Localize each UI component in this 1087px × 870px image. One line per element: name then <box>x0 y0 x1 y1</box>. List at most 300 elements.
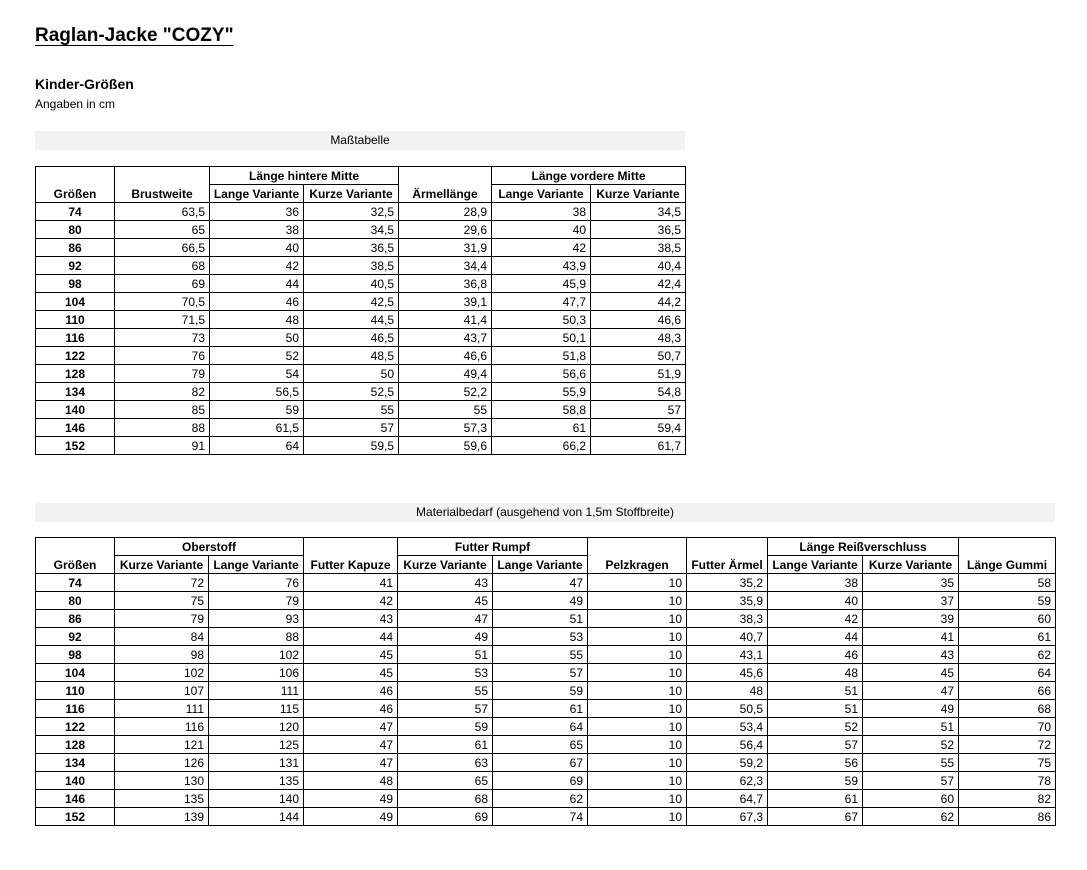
value-cell: 45 <box>304 646 398 664</box>
value-cell: 10 <box>588 700 687 718</box>
value-cell: 37 <box>863 592 959 610</box>
col-header-groessen: Größen <box>36 538 115 574</box>
value-cell: 65 <box>398 772 493 790</box>
value-cell: 56,5 <box>210 383 304 401</box>
size-cell: 134 <box>36 754 115 772</box>
value-cell: 102 <box>209 646 304 664</box>
page-title: Raglan-Jacke "COZY" <box>35 25 234 46</box>
value-cell: 36,5 <box>591 221 686 239</box>
value-cell: 36 <box>210 203 304 221</box>
value-cell: 29,6 <box>399 221 492 239</box>
value-cell: 64 <box>493 718 588 736</box>
value-cell: 88 <box>115 419 210 437</box>
table-row <box>36 772 1056 790</box>
value-cell: 35,9 <box>687 592 768 610</box>
value-cell: 102 <box>115 664 209 682</box>
value-cell: 48 <box>210 311 304 329</box>
value-cell: 10 <box>588 754 687 772</box>
value-cell: 61 <box>492 419 591 437</box>
value-cell: 40 <box>492 221 591 239</box>
value-cell: 70 <box>959 718 1056 736</box>
value-cell: 58,8 <box>492 401 591 419</box>
size-cell: 104 <box>36 293 115 311</box>
value-cell: 57 <box>398 700 493 718</box>
value-cell: 106 <box>209 664 304 682</box>
value-cell: 48,5 <box>304 347 399 365</box>
value-cell: 130 <box>115 772 209 790</box>
header-row-groups <box>36 538 1056 556</box>
value-cell: 76 <box>115 347 210 365</box>
col-header-aermellaenge: Ärmellänge <box>399 167 492 203</box>
value-cell: 38 <box>492 203 591 221</box>
group-header-oberstoff: Oberstoff <box>115 538 304 556</box>
value-cell: 52 <box>768 718 863 736</box>
value-cell: 51,9 <box>591 365 686 383</box>
table-row <box>36 239 686 257</box>
measurement-table <box>35 166 686 455</box>
value-cell: 51 <box>493 610 588 628</box>
table-row <box>36 311 686 329</box>
value-cell: 44 <box>210 275 304 293</box>
value-cell: 59 <box>398 718 493 736</box>
value-cell: 64 <box>959 664 1056 682</box>
value-cell: 51 <box>768 682 863 700</box>
value-cell: 51 <box>768 700 863 718</box>
size-cell: 140 <box>36 772 115 790</box>
value-cell: 38 <box>768 574 863 592</box>
value-cell: 57 <box>591 401 686 419</box>
value-cell: 51 <box>863 718 959 736</box>
value-cell: 49 <box>304 808 398 826</box>
value-cell: 64 <box>210 437 304 455</box>
value-cell: 86 <box>959 808 1056 826</box>
size-cell: 128 <box>36 736 115 754</box>
size-cell: 104 <box>36 664 115 682</box>
value-cell: 46 <box>304 682 398 700</box>
value-cell: 47 <box>304 736 398 754</box>
value-cell: 57,3 <box>399 419 492 437</box>
value-cell: 62 <box>863 808 959 826</box>
value-cell: 75 <box>115 592 209 610</box>
table-row <box>36 790 1056 808</box>
value-cell: 59,5 <box>304 437 399 455</box>
col-header-lange-variante: Lange Variante <box>492 185 591 203</box>
value-cell: 55 <box>399 401 492 419</box>
materials-table <box>35 537 1056 826</box>
value-cell: 35 <box>863 574 959 592</box>
value-cell: 63 <box>398 754 493 772</box>
value-cell: 38 <box>210 221 304 239</box>
value-cell: 43,1 <box>687 646 768 664</box>
col-header-groessen: Größen <box>36 167 115 203</box>
value-cell: 72 <box>115 574 209 592</box>
table-row <box>36 275 686 293</box>
table-row <box>36 203 686 221</box>
table-row <box>36 329 686 347</box>
value-cell: 52,2 <box>399 383 492 401</box>
value-cell: 68 <box>398 790 493 808</box>
value-cell: 56 <box>768 754 863 772</box>
value-cell: 111 <box>115 700 209 718</box>
size-cell: 128 <box>36 365 115 383</box>
value-cell: 48 <box>687 682 768 700</box>
value-cell: 69 <box>398 808 493 826</box>
measurement-section-banner: Maßtabelle <box>35 131 685 150</box>
group-header-laenge-vordere-mitte: Länge vordere Mitte <box>492 167 686 185</box>
table-row <box>36 419 686 437</box>
value-cell: 57 <box>768 736 863 754</box>
table-row <box>36 610 1056 628</box>
value-cell: 59,2 <box>687 754 768 772</box>
value-cell: 42,5 <box>304 293 399 311</box>
table-row <box>36 700 1056 718</box>
unit-note: Angaben in cm <box>35 97 116 111</box>
value-cell: 10 <box>588 610 687 628</box>
value-cell: 140 <box>209 790 304 808</box>
value-cell: 44,2 <box>591 293 686 311</box>
value-cell: 60 <box>959 610 1056 628</box>
value-cell: 62,3 <box>687 772 768 790</box>
value-cell: 46,6 <box>591 311 686 329</box>
value-cell: 55,9 <box>492 383 591 401</box>
table-row <box>36 718 1056 736</box>
value-cell: 40,4 <box>591 257 686 275</box>
col-header-pelzkragen: Pelzkragen <box>588 538 687 574</box>
value-cell: 10 <box>588 790 687 808</box>
size-cell: 98 <box>36 646 115 664</box>
value-cell: 67,3 <box>687 808 768 826</box>
value-cell: 79 <box>209 592 304 610</box>
table-row <box>36 628 1056 646</box>
value-cell: 59,6 <box>399 437 492 455</box>
value-cell: 70,5 <box>115 293 210 311</box>
size-cell: 92 <box>36 628 115 646</box>
value-cell: 144 <box>209 808 304 826</box>
value-cell: 10 <box>588 574 687 592</box>
group-header-laenge-hintere-mitte: Länge hintere Mitte <box>210 167 399 185</box>
value-cell: 10 <box>588 628 687 646</box>
value-cell: 38,3 <box>687 610 768 628</box>
group-header-laenge-reissverschluss: Länge Reißverschluss <box>768 538 959 556</box>
table-row <box>36 437 686 455</box>
value-cell: 84 <box>115 628 209 646</box>
value-cell: 35,2 <box>687 574 768 592</box>
size-cell: 146 <box>36 790 115 808</box>
value-cell: 61 <box>768 790 863 808</box>
value-cell: 74 <box>493 808 588 826</box>
value-cell: 60 <box>863 790 959 808</box>
value-cell: 38,5 <box>591 239 686 257</box>
value-cell: 50,5 <box>687 700 768 718</box>
value-cell: 121 <box>115 736 209 754</box>
value-cell: 61,5 <box>210 419 304 437</box>
value-cell: 54 <box>210 365 304 383</box>
size-cell: 122 <box>36 347 115 365</box>
value-cell: 58 <box>959 574 1056 592</box>
value-cell: 43,9 <box>492 257 591 275</box>
value-cell: 51 <box>398 646 493 664</box>
value-cell: 10 <box>588 736 687 754</box>
col-header-kurze-variante: Kurze Variante <box>863 556 959 574</box>
value-cell: 42,4 <box>591 275 686 293</box>
table-row <box>36 365 686 383</box>
table-row <box>36 383 686 401</box>
table-row <box>36 646 1056 664</box>
value-cell: 52 <box>863 736 959 754</box>
value-cell: 50 <box>304 365 399 383</box>
value-cell: 48,3 <box>591 329 686 347</box>
table-row <box>36 682 1056 700</box>
value-cell: 47 <box>304 754 398 772</box>
value-cell: 45 <box>863 664 959 682</box>
value-cell: 56,4 <box>687 736 768 754</box>
table-row <box>36 293 686 311</box>
value-cell: 79 <box>115 610 209 628</box>
value-cell: 50,7 <box>591 347 686 365</box>
value-cell: 53 <box>398 664 493 682</box>
value-cell: 75 <box>959 754 1056 772</box>
value-cell: 85 <box>115 401 210 419</box>
value-cell: 41 <box>304 574 398 592</box>
value-cell: 115 <box>209 700 304 718</box>
value-cell: 47 <box>493 574 588 592</box>
value-cell: 53 <box>493 628 588 646</box>
value-cell: 98 <box>115 646 209 664</box>
value-cell: 72 <box>959 736 1056 754</box>
value-cell: 67 <box>493 754 588 772</box>
size-cell: 80 <box>36 221 115 239</box>
value-cell: 42 <box>768 610 863 628</box>
col-header-lange-variante: Lange Variante <box>209 556 304 574</box>
col-header-futter-kapuze: Futter Kapuze <box>304 538 398 574</box>
value-cell: 131 <box>209 754 304 772</box>
value-cell: 48 <box>768 664 863 682</box>
col-header-kurze-variante: Kurze Variante <box>304 185 399 203</box>
value-cell: 49,4 <box>399 365 492 383</box>
value-cell: 41,4 <box>399 311 492 329</box>
value-cell: 47 <box>398 610 493 628</box>
value-cell: 55 <box>863 754 959 772</box>
header-row-variants <box>36 556 1056 574</box>
value-cell: 59,4 <box>591 419 686 437</box>
value-cell: 91 <box>115 437 210 455</box>
value-cell: 82 <box>115 383 210 401</box>
value-cell: 40 <box>210 239 304 257</box>
value-cell: 78 <box>959 772 1056 790</box>
table-row <box>36 808 1056 826</box>
value-cell: 50,1 <box>492 329 591 347</box>
value-cell: 59 <box>768 772 863 790</box>
value-cell: 34,5 <box>304 221 399 239</box>
value-cell: 45,9 <box>492 275 591 293</box>
value-cell: 45 <box>304 664 398 682</box>
value-cell: 47 <box>863 682 959 700</box>
value-cell: 69 <box>115 275 210 293</box>
value-cell: 49 <box>493 592 588 610</box>
col-header-kurze-variante: Kurze Variante <box>115 556 209 574</box>
size-cell: 134 <box>36 383 115 401</box>
value-cell: 61 <box>959 628 1056 646</box>
value-cell: 57 <box>863 772 959 790</box>
value-cell: 55 <box>398 682 493 700</box>
value-cell: 82 <box>959 790 1056 808</box>
value-cell: 36,5 <box>304 239 399 257</box>
value-cell: 64,7 <box>687 790 768 808</box>
value-cell: 40,5 <box>304 275 399 293</box>
size-cell: 80 <box>36 592 115 610</box>
value-cell: 44 <box>768 628 863 646</box>
value-cell: 10 <box>588 772 687 790</box>
value-cell: 65 <box>115 221 210 239</box>
value-cell: 61 <box>398 736 493 754</box>
value-cell: 49 <box>863 700 959 718</box>
value-cell: 10 <box>588 682 687 700</box>
size-cell: 116 <box>36 329 115 347</box>
value-cell: 68 <box>115 257 210 275</box>
value-cell: 43,7 <box>399 329 492 347</box>
value-cell: 56,6 <box>492 365 591 383</box>
value-cell: 46 <box>210 293 304 311</box>
value-cell: 57 <box>304 419 399 437</box>
value-cell: 44 <box>304 628 398 646</box>
value-cell: 42 <box>210 257 304 275</box>
value-cell: 55 <box>304 401 399 419</box>
value-cell: 79 <box>115 365 210 383</box>
size-cell: 152 <box>36 808 115 826</box>
value-cell: 42 <box>492 239 591 257</box>
group-header-futter-rumpf: Futter Rumpf <box>398 538 588 556</box>
value-cell: 54,8 <box>591 383 686 401</box>
value-cell: 28,9 <box>399 203 492 221</box>
size-cell: 140 <box>36 401 115 419</box>
value-cell: 71,5 <box>115 311 210 329</box>
col-header-lange-variante: Lange Variante <box>768 556 863 574</box>
value-cell: 43 <box>398 574 493 592</box>
value-cell: 126 <box>115 754 209 772</box>
value-cell: 43 <box>304 610 398 628</box>
value-cell: 47 <box>304 718 398 736</box>
value-cell: 63,5 <box>115 203 210 221</box>
value-cell: 31,9 <box>399 239 492 257</box>
value-cell: 61 <box>493 700 588 718</box>
value-cell: 61,7 <box>591 437 686 455</box>
value-cell: 42 <box>304 592 398 610</box>
value-cell: 41 <box>863 628 959 646</box>
table-row <box>36 736 1056 754</box>
col-header-laenge-gummi: Länge Gummi <box>959 538 1056 574</box>
value-cell: 39,1 <box>399 293 492 311</box>
value-cell: 46,6 <box>399 347 492 365</box>
col-header-kurze-variante: Kurze Variante <box>398 556 493 574</box>
value-cell: 55 <box>493 646 588 664</box>
size-cell: 86 <box>36 610 115 628</box>
col-header-kurze-variante: Kurze Variante <box>591 185 686 203</box>
value-cell: 34,5 <box>591 203 686 221</box>
value-cell: 43 <box>863 646 959 664</box>
size-cell: 74 <box>36 574 115 592</box>
value-cell: 139 <box>115 808 209 826</box>
value-cell: 45 <box>398 592 493 610</box>
value-cell: 88 <box>209 628 304 646</box>
value-cell: 67 <box>768 808 863 826</box>
value-cell: 46 <box>304 700 398 718</box>
value-cell: 39 <box>863 610 959 628</box>
value-cell: 76 <box>209 574 304 592</box>
value-cell: 66,5 <box>115 239 210 257</box>
value-cell: 36,8 <box>399 275 492 293</box>
value-cell: 57 <box>493 664 588 682</box>
value-cell: 59 <box>493 682 588 700</box>
size-cell: 74 <box>36 203 115 221</box>
value-cell: 66,2 <box>492 437 591 455</box>
value-cell: 49 <box>304 790 398 808</box>
value-cell: 10 <box>588 808 687 826</box>
value-cell: 62 <box>493 790 588 808</box>
value-cell: 65 <box>493 736 588 754</box>
size-group-heading: Kinder-Größen <box>35 76 134 92</box>
size-cell: 110 <box>36 311 115 329</box>
col-header-lange-variante: Lange Variante <box>210 185 304 203</box>
col-header-lange-variante: Lange Variante <box>493 556 588 574</box>
value-cell: 34,4 <box>399 257 492 275</box>
value-cell: 59 <box>959 592 1056 610</box>
table-row <box>36 257 686 275</box>
value-cell: 135 <box>209 772 304 790</box>
value-cell: 46 <box>768 646 863 664</box>
table-row <box>36 401 686 419</box>
value-cell: 40,7 <box>687 628 768 646</box>
table-row <box>36 754 1056 772</box>
value-cell: 68 <box>959 700 1056 718</box>
value-cell: 10 <box>588 646 687 664</box>
value-cell: 44,5 <box>304 311 399 329</box>
value-cell: 45,6 <box>687 664 768 682</box>
value-cell: 53,4 <box>687 718 768 736</box>
size-cell: 122 <box>36 718 115 736</box>
size-cell: 98 <box>36 275 115 293</box>
value-cell: 93 <box>209 610 304 628</box>
col-header-brustweite: Brustweite <box>115 167 210 203</box>
table-row <box>36 664 1056 682</box>
value-cell: 111 <box>209 682 304 700</box>
value-cell: 125 <box>209 736 304 754</box>
value-cell: 62 <box>959 646 1056 664</box>
table-row <box>36 221 686 239</box>
col-header-futter-aermel: Futter Ärmel <box>687 538 768 574</box>
value-cell: 52,5 <box>304 383 399 401</box>
value-cell: 10 <box>588 664 687 682</box>
value-cell: 120 <box>209 718 304 736</box>
size-cell: 152 <box>36 437 115 455</box>
size-cell: 146 <box>36 419 115 437</box>
table-row <box>36 592 1056 610</box>
value-cell: 116 <box>115 718 209 736</box>
value-cell: 40 <box>768 592 863 610</box>
value-cell: 73 <box>115 329 210 347</box>
header-row-groups <box>36 167 686 185</box>
value-cell: 47,7 <box>492 293 591 311</box>
value-cell: 50 <box>210 329 304 347</box>
value-cell: 51,8 <box>492 347 591 365</box>
materials-section-banner: Materialbedarf (ausgehend von 1,5m Stoffbreite) <box>35 503 1055 522</box>
value-cell: 10 <box>588 718 687 736</box>
value-cell: 49 <box>398 628 493 646</box>
size-cell: 86 <box>36 239 115 257</box>
value-cell: 69 <box>493 772 588 790</box>
size-cell: 110 <box>36 682 115 700</box>
size-cell: 116 <box>36 700 115 718</box>
table-row <box>36 574 1056 592</box>
